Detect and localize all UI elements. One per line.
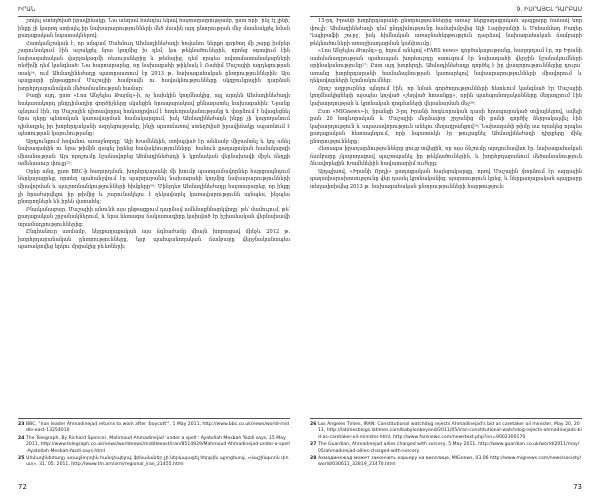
paragraph: Արդյունքում հովանու առաջնորդը՝ Ալի Խամենեին, ստիպված էր անձամբ միջամտել և կոչ անել նախագահին ու նրա թիմին զսպել իրենց հավակնությունները՝ հանուն քաղաքական համակարգի միասնության: Այս որոշումը նշանավորեց Ահմադինեժադի և կրոնական վերնախավի միջև ճեղքի ամենասուր փուլը²⁵: [18,138,290,168]
footnote [18,436,290,455]
footnote-number: 27 [310,442,317,448]
footnote-text: Ахмадинежад может закончить карьеру на виселице, MIGnews, 03.06 http://www.mignews.com/news/society/world/030611_32819_21470.html [318,456,582,468]
footnote-number: 23 [18,422,25,427]
footnote-text: The Telegraph, By Richard Spencer, Mahmoud Ahmadinejad 'under a spell': Ayatollah Mesbah Yazdi says, 15 May 2011, http://www.telegraph.co.uk/news/worldnews/middleeast/iran/8514929/Mahmoud-Ahmadinejad-under-a-spell-Ayatollah-Mesbah-Yazdi-says.html [26,435,290,454]
right-footnotes [310,418,582,470]
left-body-text [18,18,290,412]
left-page-number: 72 [18,483,27,491]
paragraph: Այդպիսով, «Իրանի Որդի» քաղաքական հայեցակարգը, որով Մաշային փորձում էր ազգային գաղափարախոսությունը վեր դասել կրոնականից, պարտություն կրեց, և ներքաղաքական պայքարը տեղափոխվեց 2013 թ. նախագահական ընտրությունների հարթություն: [310,168,582,191]
paragraph: 15-րդ Իրանի խորհրդարանի ընտրություններից առաջ ներքաղաքական պայքարը հասավ նոր փուլի: Ահմադինեժադի դեմ ընդդիմությունը համախմբվեց Ալի Լարիջանիի և Մոհամմադ Բաղեր Ղալիբաֆի շուրջ, իսկ հիմնական առաջնահերթություն դարձավ նախագահական ճամբարի թեկնածուների առաջխաղացման կանխումը: [310,18,582,47]
paragraph: Ընդհանուր առմամբ, ներքաղաքական այս ճգնաժամը միայն խորացավ մինչև 2012 թ. խորհրդարանական ընտրությունները, երբ պահպանողական ճամբարը վերջնականապես պառակտվեց երկու մրցակից բևեռների: [18,229,290,251]
footnote [18,456,290,469]
footnote [18,422,290,435]
right-page [310,0,582,496]
footnote-number: 26 [310,422,317,427]
footnote-text: BBC, "Iran leader Ahmadinejad returns to work after 'boycott'", 1 May 2011, http://www.bbc.co.uk/news/world-middle-east-13254010 [26,422,289,434]
paragraph: Հետագա իրադարձությունները ցույց տվեցին, որ այս ճնշումը արդյունավետ էր. նախագահական ճամբարը չկարողացավ պաշտպանել իր թեկնածուներին, և խորհրդարանում մեծամասնություն ձևավորեցին Խամենեիին հավատարիմ ուժերը: [310,146,582,168]
left-running-head: ԻՐԱՆ [18,6,290,17]
footnote [310,442,582,455]
right-body-text [310,18,582,412]
paragraph: Բնականաբար, Մաշայիի անունն այս ընթացքում դարձավ ամենաքննարկվողը՝ թե՛ մամուլում, թե՛ քաղաքական շրջանակներում, և նրա հետագա ճակատագիրը կախված էր իշխանական վերնախավի տրամադրություններից: [18,206,290,228]
footnote-number: 25 [18,456,25,462]
paragraph: «Լոս Անջելես Թայմզ»-ը, հղում անելով «FARS news» գործակալությանը, հաղորդում էր, որ Իրանի սահմանադրության պահապան խորհուրդը ստուգում էր նախագահի վերջին նշանակումների օրինականությունը²⁷: Ըստ այդ խորհրդի, Ահմադինեժադը գործել է իր լիազորություններից դուրս՝ առանց խորհրդարանի համաձայնության կատարելով նախարարությունների միավորում և ղեկավարների նշանակումներ: [310,48,582,85]
left-page [18,0,290,496]
paragraph: շտկել ստեղծված իրավիճակը: Նա անզամ հանդես եկավ հայտարարությամբ, ըստ որի՝ ինչ էլ լինի, ինքը չի կարող ստիպել իր նախարարությունների մեծ մասին այդ ընտրության մեջ մասնակցել նման քաղաքական նպատակներով: [18,18,290,40]
left-footnotes [18,418,290,470]
footnote-number: 28 [310,456,317,462]
footnote-text: Ահմադինեժադը առաջնորդին հանդիպելով, ֆինանսներ չի ներկայացել հերթին պրոցեսով, «Վաշինգտոն փոստ», 31. 05. 2011, http://www.tm.am/arm/regional_iran_21455.html [26,456,289,468]
paragraph: Ըստ «MIGnews»-ի, իրանցի 3-րդ Իրանի հոգևորական դասի հրապարակած տվյալներով, ավելի քան 20 հոգևորական և Մաշայիի մերձավոր շրջանից մի քանի գործիչ ձերբակալվել էին կախարդություն և սպասավորություն անելու մեղադրանքով²⁹: Նախագահի թիմը սա որակեց որպես քաղաքական հետապնդում, որի նպատակն էր թուլացնել Ահմադինեժադի դիրքերը մինչ ընտրությունները: [310,108,582,145]
footnote [310,456,582,469]
paragraph: Օրեր անց, ըստ BBC-ի հաղորդման, խորհրդարանի մի խումբ պատգամավորներ հարցապնդում ներկայացրեց, որտեղ պահանջվում էր պարզաբանել նախագահի կողմից նախարարությունների միավորման և պաշտոնանկությունների հիմքերը²⁶: Մինչդեռ Ահմադինեժադը հայտարարեց, որ ինքը չի հրաժարվելու իր թիմից և շարունակելու է ղեկավարել կառավարությունն այնպես, ինչպես ընտրողներն են իրեն վստահել: [18,168,290,206]
footnote-text: Los Angeles Times, IRAN: Constitutional watchdog rejects Ahmadinejad's bid as caretaker oil minister, May 20, 2011, http://latimesblogs.latimes.com/babylonbeyond/2011/05/iran-constitutional-watchdog-rejects-ahmadinejads-bid-as-caretaker-oil-minister.html, http://www.farsnews.com/newstext.php?nn=9002300170 [318,422,582,440]
paragraph: Բացի այդ, ըստ «Լոս Անջելես Թայմզ»-ի, ոչ նախկին կողմնակից, այլ արդեն Ահմադինեժադի հակառակորդ ընդդիմադիր գործիչները սկսեցին հրապարակավ քննադատել նախագահին: Նրանք պնդում էին, որ Մաշային դիտավորյալ հակադրվում է հոգևորականությանը և փորձում է նվազեցնել նրա դերը պետական կառավարման համակարգում, իսկ Ահմադինեժադն ինքը չի կարողանում դիմադրել իր խորհրդականի ազդեցությանը, ինչի պատճառով ստեղծված իրավիճակը սպառնում է պետության կայունությանը: [18,93,290,138]
paragraph: Որոշ աղբյուրներ պնդում էին, որ նման գործողությունների հետևում կանգնած էր Մաշայիի կողմնակիցների այսպես կոչված «շեղված հոսանքը», որին պահպանողականները մեղադրում էին կախարդության և կրոնական դոգմաների վերանայման մեջ²⁸: [310,85,582,108]
footnote-number: 24 [18,435,25,441]
paragraph: Հատկանշական է, որ անգամ Մահմուդ Ահմադինեժադի հովանու ներքո գործող մի շարք խմբեր շարունակում էին աջակցել նրա կողմից խ դեմ, կա թեկնածուներին, որոնց օգտվում էին նախագահական վարչակազմի ռեսուրսներից և թեմայից, դեմ որպես ավտոմատանակարների ռեժիմի դեմ կանգնած: Նա հայտարարեց, որ նախագահի թիկնակ է Ռահիմ Մաշայիի ազդեցության տակ²⁴, ում Ահմադինեժադը պատրաստում էր 2013 թ. նախագահական ընտրություններին: Այս պայքարի ընթացքում Մաշայիի համբավն ու հավակնությունները սկզբունքային դարձան խորհրդարանական մեծամասնության համար: [18,40,290,92]
footnote [310,422,582,441]
footnote-text: The Guardian, Ahmadinejad allies charged with sorcery, 5 May 2011, http://www.guardian.co.uk/world/2011/may/05/ahmadinejad-allies-charged-with-sorcery [318,442,580,454]
right-page-number: 73 [573,483,582,491]
right-running-head: 9. ԻՍՐԱՅԵԼ ԴԱՐԲԱՍ [310,6,582,17]
